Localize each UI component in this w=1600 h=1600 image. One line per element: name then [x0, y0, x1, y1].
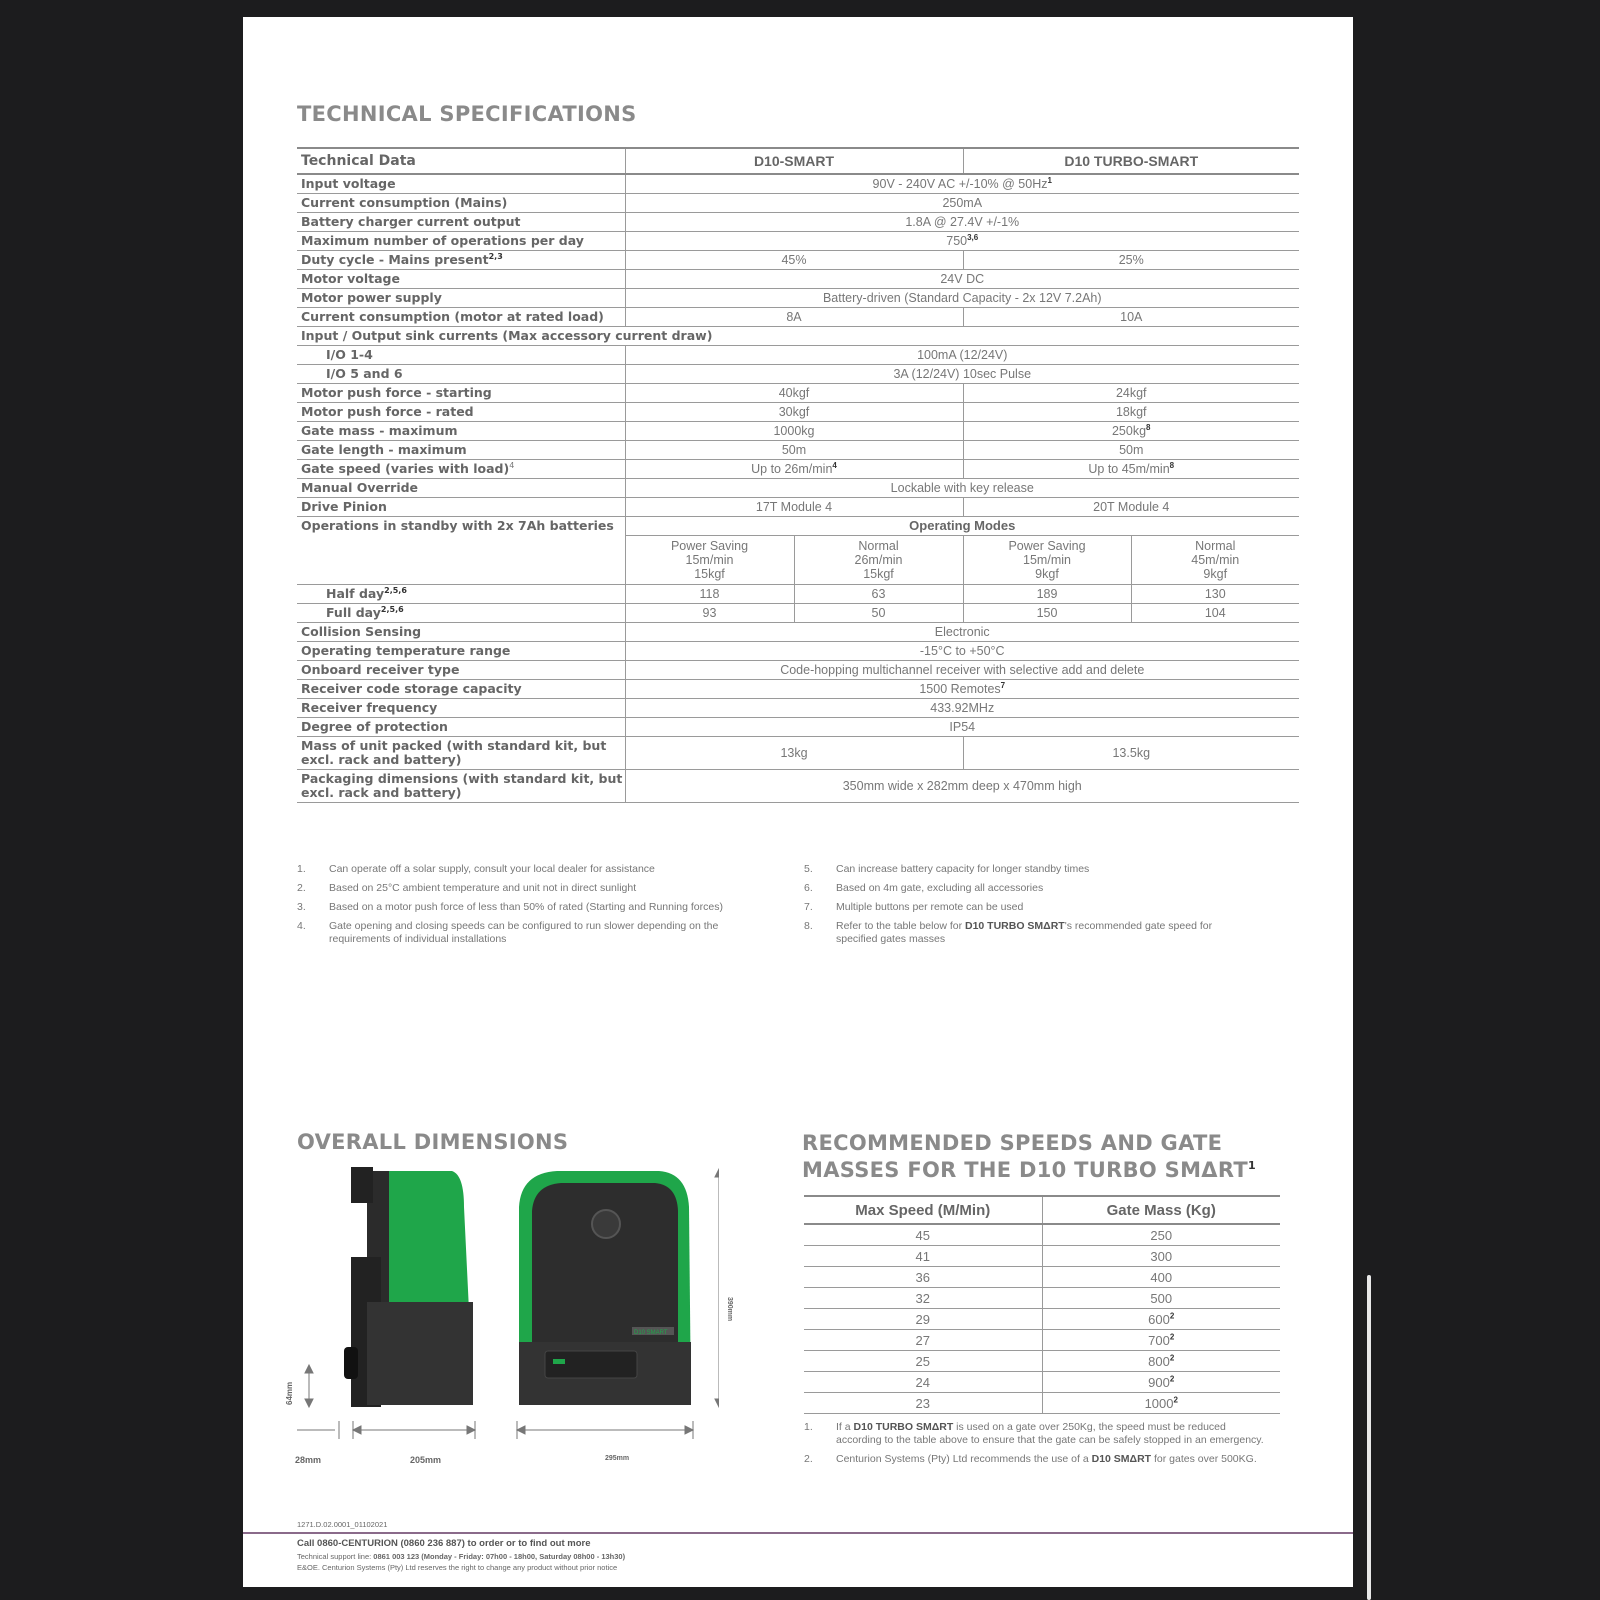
table-row: [297, 479, 1299, 498]
row-label: [297, 584, 625, 603]
table-row: [297, 769, 1299, 802]
footnote-number: 3.: [297, 901, 306, 913]
mass-value: 400: [1150, 1269, 1173, 1285]
footnote-number: 6.: [804, 882, 813, 894]
turbo-value: [963, 422, 1299, 441]
speed-cell: 41: [804, 1246, 1042, 1267]
product-name: D10 TURBO SMΔRT: [965, 920, 1065, 932]
table-row: [804, 1351, 1280, 1372]
footnote: [297, 882, 767, 895]
mode-header: [794, 536, 963, 585]
turbo-value: 25%: [963, 251, 1299, 270]
d10-value: 17T Module 4: [625, 498, 963, 517]
footer-support: [297, 1552, 625, 1561]
table-row: [804, 1246, 1280, 1267]
turbo-value: [963, 460, 1299, 479]
footnote-text: If a: [836, 1421, 854, 1433]
turbo-value: 24kgf: [963, 384, 1299, 403]
mass-value: 700: [1148, 1332, 1170, 1348]
row-label: Gate mass - maximum: [297, 422, 625, 441]
d10-value: 50m: [625, 441, 963, 460]
row-value: 1.8A @ 27.4V +/-1%: [625, 213, 1299, 232]
table-row: [297, 736, 1299, 769]
row-value: -15°C to +50°C: [625, 641, 1299, 660]
footnote: [297, 863, 767, 876]
footer-disclaimer: E&OE. Centurion Systems (Pty) Ltd reserves the right to change any product without prior notice: [297, 1563, 618, 1572]
table-row: [297, 251, 1299, 270]
mode-force: 15kgf: [694, 566, 725, 581]
title-line: MASSES FOR THE D10 TURBO SMΔRT: [802, 1158, 1248, 1182]
row-label: Motor push force - rated: [297, 403, 625, 422]
table-row: [297, 641, 1299, 660]
label-line: Packaging dimensions (with standard kit, but: [301, 770, 623, 786]
footnote-ref: 8: [1146, 422, 1151, 432]
mass-cell: [1042, 1246, 1280, 1267]
row-label: [297, 603, 625, 622]
mass-cell: [1042, 1372, 1280, 1393]
label-line: excl. rack and battery): [301, 784, 462, 800]
footnote-ref: 3,6: [967, 232, 979, 242]
mass-value: 250: [1150, 1227, 1173, 1243]
dim-28mm: 28mm: [295, 1455, 322, 1465]
table-row: [297, 498, 1299, 517]
row-label: Input / Output sink currents (Max accessory current draw): [297, 327, 1299, 346]
table-row: [297, 460, 1299, 479]
row-label: Input voltage: [297, 174, 625, 194]
value-text: 1500 Remotes: [919, 681, 1001, 696]
table-row: [297, 584, 1299, 603]
row-value: 24V DC: [625, 270, 1299, 289]
d10-value: 13kg: [625, 736, 963, 769]
dimensions-drawing: [289, 1167, 719, 1477]
table-row: [297, 698, 1299, 717]
footnote: [297, 901, 767, 914]
row-value: 350mm wide x 282mm deep x 470mm high: [625, 769, 1299, 802]
value-text: 90V - 240V AC +/-10% @ 50Hz: [872, 177, 1048, 191]
row-label: Maximum number of operations per day: [297, 232, 625, 251]
mass-cell: [1042, 1288, 1280, 1309]
row-label: Current consumption (motor at rated load): [297, 308, 625, 327]
mode-name: Power Saving: [1008, 538, 1086, 553]
speed-cell: 24: [804, 1372, 1042, 1393]
row-value: 433.92MHz: [625, 698, 1299, 717]
row-label: [297, 251, 625, 270]
turbo-value: 13.5kg: [963, 736, 1299, 769]
footnote-text: 's recommended gate speed for specified gates masses: [836, 920, 1213, 945]
mode-header: [963, 536, 1131, 585]
row-label: Drive Pinion: [297, 498, 625, 517]
row-label: Motor power supply: [297, 289, 625, 308]
speed-cell: 23: [804, 1393, 1042, 1414]
mode-speed: 26m/min: [854, 552, 903, 567]
footnote-ref: 2,5,6: [380, 604, 404, 614]
footnote-number: 2.: [804, 1453, 813, 1465]
col-header-speed: Max Speed (M/Min): [804, 1196, 1042, 1224]
mass-value: 900: [1148, 1374, 1170, 1390]
table-row: [297, 384, 1299, 403]
footnote: [804, 1453, 1274, 1466]
footnote: [804, 863, 1244, 876]
footnote-ref: 1: [1047, 175, 1052, 185]
footer-divider: [243, 1532, 1353, 1534]
row-label: Collision Sensing: [297, 622, 625, 641]
label-text: Full day: [326, 604, 381, 620]
spec-sheet-page: [243, 17, 1353, 1587]
mass-value: 500: [1150, 1290, 1173, 1306]
mode-speed: 15m/min: [1023, 552, 1071, 567]
row-label: Motor voltage: [297, 270, 625, 289]
row-label: Receiver code storage capacity: [297, 679, 625, 698]
label-text: Half day: [326, 585, 385, 601]
turbo-value: 18kgf: [963, 403, 1299, 422]
label-text: Duty cycle - Mains present: [301, 252, 489, 267]
row-label-empty: [297, 536, 625, 585]
tech-specs-title: TECHNICAL SPECIFICATIONS: [297, 102, 637, 126]
dim-64mm: 64mm: [285, 1381, 294, 1405]
row-label: Manual Override: [297, 479, 625, 498]
mode-name: Normal: [858, 538, 899, 553]
label-line: Mass of unit packed (with standard kit, but: [301, 737, 607, 753]
footnote-ref: 2: [1173, 1395, 1178, 1405]
mass-cell: [1042, 1351, 1280, 1372]
rec-footnotes: [804, 1421, 1274, 1472]
table-row: [297, 327, 1299, 346]
scrollbar[interactable]: [1367, 1275, 1371, 1600]
row-label: [297, 769, 625, 802]
table-row: [297, 717, 1299, 736]
footnote-text: is used on a gate over 250Kg, the speed must be reduced according to the table above to ensure that the gate can be safely stopped in an emergency.: [836, 1421, 1264, 1446]
footnote-number: 1.: [297, 863, 306, 875]
speed-cell: 36: [804, 1267, 1042, 1288]
mode-header: [625, 536, 794, 585]
footnote-number: 5.: [804, 863, 813, 875]
speed-cell: 29: [804, 1309, 1042, 1330]
table-row: [297, 308, 1299, 327]
value-text: Up to 45m/min: [1088, 462, 1170, 476]
document-code: 1271.D.02.0001_01102021: [297, 1520, 388, 1529]
row-label: [297, 736, 625, 769]
support-label: Technical support line:: [297, 1552, 374, 1561]
table-row: [804, 1372, 1280, 1393]
dim-390mm: 390mm: [726, 1297, 733, 1322]
row-value: Code-hopping multichannel receiver with selective add and delete: [625, 660, 1299, 679]
mode-speed: 45m/min: [1191, 552, 1240, 567]
row-value: Lockable with key release: [625, 479, 1299, 498]
table-row: [297, 213, 1299, 232]
mode-name: Normal: [1195, 538, 1236, 553]
label-text: Gate speed (varies with load): [301, 461, 510, 476]
product-name: D10 TURBO SMΔRT: [853, 1421, 954, 1433]
table-row: [297, 270, 1299, 289]
d10-value: 8A: [625, 308, 963, 327]
cell: 118: [625, 584, 794, 603]
d10-value: 30kgf: [625, 403, 963, 422]
mass-value: 1000: [1144, 1395, 1174, 1411]
d10-value: 40kgf: [625, 384, 963, 403]
footnote-ref: 2: [1169, 1332, 1175, 1342]
mode-name: Power Saving: [670, 538, 749, 553]
row-label: I/O 5 and 6: [297, 365, 625, 384]
mass-cell: [1042, 1309, 1280, 1330]
footnote-ref: 2: [1169, 1374, 1175, 1384]
spec-header-label: Technical Data: [297, 148, 625, 174]
table-row: [297, 194, 1299, 213]
footnote-text: Refer to the table below for: [836, 920, 965, 932]
row-value: 100mA (12/24V): [625, 346, 1299, 365]
row-label: Operations in standby with 2x 7Ah batteries: [301, 518, 614, 533]
footnote-ref: 1: [1247, 1159, 1256, 1172]
overall-dimensions-title: OVERALL DIMENSIONS: [297, 1130, 569, 1154]
table-row: [804, 1309, 1280, 1330]
dim-295mm: 295mm: [605, 1455, 630, 1462]
turbo-value: 20T Module 4: [963, 498, 1299, 517]
footnote-number: 7.: [804, 901, 813, 913]
table-row: [804, 1288, 1280, 1309]
table-row: [297, 517, 1299, 536]
footnote-text: for gates over 500KG.: [1151, 1453, 1257, 1465]
col-header-mass: Gate Mass (Kg): [1042, 1196, 1280, 1224]
row-label: [297, 460, 625, 479]
mass-cell: [1042, 1224, 1280, 1246]
footnote-number: 2.: [297, 882, 306, 894]
footnote: [297, 920, 767, 946]
footnote-text: Centurion Systems (Pty) Ltd recommends the use of a: [836, 1453, 1092, 1465]
value-text: Up to 26m/min: [751, 462, 833, 476]
table-row: [297, 622, 1299, 641]
cell: 189: [963, 584, 1131, 603]
table-row: [804, 1393, 1280, 1414]
operating-modes-header: Operating Modes: [625, 517, 1299, 536]
value-text: 750: [946, 234, 968, 248]
row-value: 250mA: [625, 194, 1299, 213]
mass-cell: [1042, 1267, 1280, 1288]
mode-force: 15kgf: [863, 566, 894, 581]
table-row: [297, 679, 1299, 698]
row-value: Electronic: [625, 622, 1299, 641]
speed-cell: 27: [804, 1330, 1042, 1351]
cell: 63: [794, 584, 963, 603]
product-name: D10 SMΔRT: [1091, 1453, 1152, 1465]
table-row: [297, 536, 1299, 585]
row-value: [625, 174, 1299, 194]
cell: 150: [963, 603, 1131, 622]
footnote-text: Based on a motor push force of less than 50% of rated (Starting and Running forces): [329, 901, 723, 913]
row-label: Battery charger current output: [297, 213, 625, 232]
cell: 104: [1131, 603, 1299, 622]
footnote-ref: 2,5,6: [384, 585, 407, 595]
row-label: Gate length - maximum: [297, 441, 625, 460]
footnote-ref: 2: [1169, 1353, 1175, 1363]
cell: 130: [1131, 584, 1299, 603]
table-row: [804, 1267, 1280, 1288]
footnote-text: Can operate off a solar supply, consult your local dealer for assistance: [329, 863, 655, 875]
row-value: 3A (12/24V) 10sec Pulse: [625, 365, 1299, 384]
footer-call: Call 0860-CENTURION (0860 236 887) to order or to find out more: [297, 1538, 591, 1549]
recommended-title: [802, 1130, 1256, 1184]
footnotes-left: [297, 863, 767, 952]
row-value: Battery-driven (Standard Capacity - 2x 12V 7.2Ah): [625, 289, 1299, 308]
footnote-number: 4.: [297, 920, 306, 932]
footnote: [804, 901, 1244, 914]
spec-table: [297, 147, 1299, 803]
table-row: [804, 1330, 1280, 1351]
rec-header-row: [804, 1196, 1280, 1224]
support-number: 0861 003 123 (Monday - Friday: 07h00 - 18h00, Saturday 08h00 - 13h30): [373, 1552, 626, 1561]
spec-header-d10: D10-SMART: [625, 148, 963, 174]
spec-header-row: [297, 148, 1299, 174]
d10-value: 45%: [625, 251, 963, 270]
table-row: [297, 365, 1299, 384]
mass-value: 800: [1148, 1353, 1170, 1369]
footnote-text: Based on 4m gate, excluding all accessories: [836, 882, 1044, 894]
turbo-value: 10A: [963, 308, 1299, 327]
cell: 50: [794, 603, 963, 622]
footnote-number: 8.: [804, 920, 813, 932]
speed-cell: 32: [804, 1288, 1042, 1309]
mass-cell: [1042, 1393, 1280, 1414]
footnote-ref: 4: [832, 460, 837, 470]
product-badge-text: D10 SMART: [634, 1330, 668, 1336]
footnote-text: Gate opening and closing speeds can be configured to run slower depending on the requirements of individual installations: [329, 920, 719, 945]
footnotes-right: [804, 863, 1244, 952]
footnote: [804, 1421, 1274, 1447]
footnote-number: 1.: [804, 1421, 813, 1433]
table-row: [297, 403, 1299, 422]
footnote-ref: 8: [1169, 460, 1175, 470]
table-row: [297, 346, 1299, 365]
row-label: Degree of protection: [297, 717, 625, 736]
row-label: Current consumption (Mains): [297, 194, 625, 213]
row-value: [625, 679, 1299, 698]
side-view: [344, 1167, 473, 1407]
turbo-value: 50m: [963, 441, 1299, 460]
speed-cell: 25: [804, 1351, 1042, 1372]
table-row: [297, 603, 1299, 622]
row-value: [625, 232, 1299, 251]
mode-force: 9kgf: [1035, 566, 1059, 581]
mass-value: 600: [1148, 1311, 1170, 1327]
d10-value: 1000kg: [625, 422, 963, 441]
footnote-text: Multiple buttons per remote can be used: [836, 901, 1024, 913]
footnote-ref: 4: [509, 460, 515, 470]
dim-205mm: 205mm: [410, 1455, 442, 1465]
mode-speed: 15m/min: [685, 552, 734, 567]
table-row: [297, 422, 1299, 441]
row-value: IP54: [625, 717, 1299, 736]
value-text: 250kg: [1111, 424, 1147, 438]
speed-cell: 45: [804, 1224, 1042, 1246]
footnote-ref: 7: [1000, 680, 1006, 690]
footnote: [804, 882, 1244, 895]
label-line: excl. rack and battery): [301, 751, 462, 767]
table-row: [297, 441, 1299, 460]
table-row: [297, 289, 1299, 308]
table-row: [297, 660, 1299, 679]
mode-header: [1131, 536, 1299, 585]
front-view: [519, 1171, 691, 1405]
table-row: [297, 174, 1299, 194]
row-label: Receiver frequency: [297, 698, 625, 717]
row-label: Operating temperature range: [297, 641, 625, 660]
table-row: [804, 1224, 1280, 1246]
footnote-ref: 2: [1169, 1311, 1175, 1321]
recommended-table: [804, 1195, 1280, 1414]
footnote-ref: 2,3: [488, 251, 503, 261]
row-label: Motor push force - starting: [297, 384, 625, 403]
row-label: Onboard receiver type: [297, 660, 625, 679]
spec-header-turbo: D10 TURBO-SMART: [963, 148, 1299, 174]
title-line: RECOMMENDED SPEEDS AND GATE: [802, 1131, 1223, 1155]
mass-cell: [1042, 1330, 1280, 1351]
footnote-text: Based on 25°C ambient temperature and unit not in direct sunlight: [329, 882, 637, 894]
footnote-text: Can increase battery capacity for longer standby times: [836, 863, 1090, 875]
row-label: I/O 1-4: [297, 346, 625, 365]
table-row: [297, 232, 1299, 251]
mass-value: 300: [1150, 1248, 1173, 1264]
mode-force: 9kgf: [1203, 566, 1228, 581]
d10-value: [625, 460, 963, 479]
cell: 93: [625, 603, 794, 622]
footnote: [804, 920, 1244, 946]
